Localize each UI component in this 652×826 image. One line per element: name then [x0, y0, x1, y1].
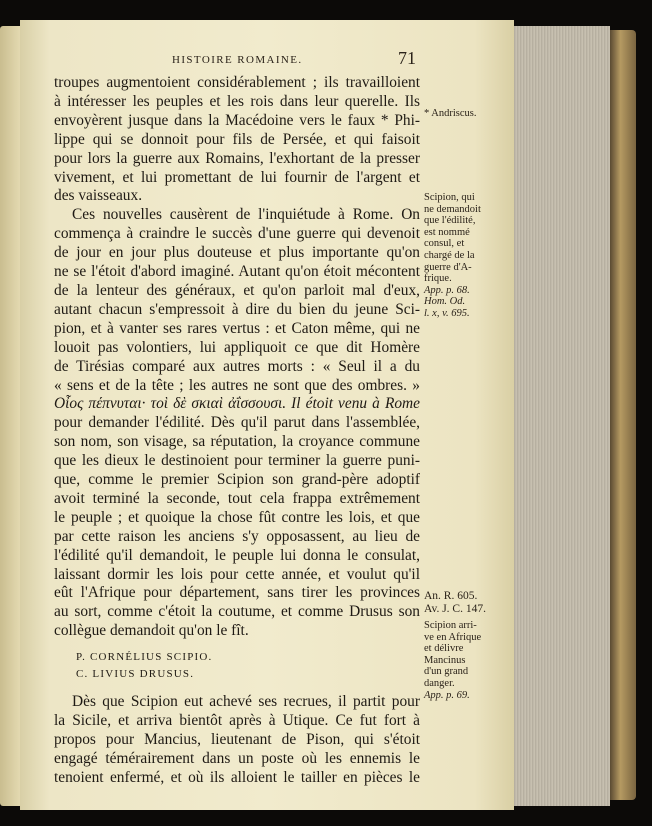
margin-note-andriscus — [424, 108, 514, 120]
margin-note-line: danger. — [424, 677, 455, 689]
text-line: lippe qui se donnoit pour fils de Persée, et qui faisoit — [54, 130, 420, 148]
book-cover — [610, 30, 636, 800]
text-line: Dès que Scipion eut achevé ses recrues, il partit pour — [72, 693, 420, 711]
text-line: au sort, comme c'étoit la coutume, et comme Drusus son — [54, 603, 420, 621]
text-line: avoit terminé la seconde, tout cela frappa extrêmement — [54, 489, 420, 507]
margin-note-line: est nommé — [424, 226, 470, 238]
text-line: tenoient enfermé, et où ils alloient le tailler en pièces le — [54, 768, 420, 786]
text-line: Ces nouvelles causèrent de l'inquiétude à Rome. On — [72, 206, 420, 224]
margin-note-line: et délivre — [424, 643, 464, 655]
margin-note-line: d'un grand — [424, 666, 469, 678]
margin-reference: Hom. Od. — [424, 296, 466, 308]
text-line: pion, et à vanter ses rares vertus : et Caton même, qui ne — [54, 319, 420, 337]
margin-note-line: * Andriscus. — [424, 108, 477, 119]
margin-note-line: ve en Afrique — [424, 631, 482, 643]
margin-note-line: Scipion, qui — [424, 192, 475, 203]
margin-reference: l. x, v. 695. — [424, 307, 470, 319]
margin-note-line: ne demandoit — [424, 203, 481, 215]
page-header — [0, 48, 652, 72]
margin-note-line: Mancinus — [424, 654, 466, 666]
text-line: l'édilité qu'il demandoit, le peuple lui donna le consulat, — [54, 546, 420, 564]
margin-note-line: frique. — [424, 273, 452, 285]
running-title: HISTOIRE ROMAINE. — [172, 54, 303, 66]
text-line: eût l'Afrique pour département, sans tirer les provinces — [54, 584, 420, 602]
text-line: « sens et de la tête ; les autres ne sont que des ombres. » — [54, 376, 420, 394]
text-line: collègue demandoit qu'on le fît. — [54, 622, 249, 640]
text-line: autant chacun s'empressoit à dire du bien du jeune Sci- — [54, 300, 420, 318]
margin-note-line: que l'édilité, — [424, 215, 476, 227]
text-line: ne se l'étoit d'abord imaginé. Autant qu'on étoit mécontent — [54, 263, 420, 281]
margin-note-scipion-afrique — [424, 620, 514, 701]
text-line: des vaisseaux. — [54, 187, 143, 205]
text-line: le peuple ; et quoique la chose fût contre les lois, et que — [54, 508, 420, 526]
main-text — [54, 74, 420, 788]
consul-name: P. CORNÉLIUS SCIPIO. — [76, 651, 213, 664]
text-line: commença à craindre le succès d'une guerre qui devenoit — [54, 225, 420, 243]
margin-note-line: Scipion arri- — [424, 620, 477, 631]
margin-reference: App. p. 69. — [424, 689, 470, 701]
text-line: propos pour Mancius, lieutenant de Pison, qui s'étoit — [54, 731, 420, 748]
text-line: louoit pas volontiers, lui appliquoit ce que dit Homère — [54, 338, 420, 356]
margin-note-line: chargé de la — [424, 249, 475, 261]
consuls-list — [76, 649, 420, 683]
margin-reference: App. p. 68. — [424, 284, 470, 296]
text-line: que les dieux le destinoient pour terminer la guerre puni- — [54, 452, 420, 470]
text-line: laissant dormir les lois pour cette année, et voulut qu'il — [54, 565, 420, 583]
text-line: pour lors la guerre aux Romains, l'exhortant de la presser — [54, 149, 420, 167]
text-line: à intéresser les peuples et les rois dans leur querelle. Ils — [54, 92, 420, 110]
text-line: que, comme le premier Scipion son grand-père adoptif — [54, 471, 420, 489]
margin-year-line: An. R. 605. — [424, 590, 478, 602]
text-line: envoyèrent jusque dans la Macédoine vers le faux * Phi- — [54, 111, 420, 129]
page-number: 71 — [398, 48, 416, 68]
margin-year-line: Av. J. C. 147. — [424, 603, 486, 615]
consul-name: C. LIVIUS DRUSUS. — [76, 668, 195, 681]
margin-year — [424, 590, 514, 616]
text-line: pour demander l'édilité. Dès qu'il parut dans l'assemblée, — [54, 414, 420, 432]
margin-note-line: guerre d'A- — [424, 261, 472, 273]
text-line: de la lenteur des généraux, et qu'on parloit mal d'eux, — [54, 281, 420, 299]
text-line: troupes augmentoient considérablement ; ils travailloient — [54, 74, 420, 91]
margin-note-line: consul, et — [424, 238, 465, 250]
text-line: engagé témérairement dans un poste où les ennemis le — [54, 749, 420, 767]
page-edges — [514, 26, 610, 806]
text-line: la Sicile, et arriva bientôt après à Utique. Ce fut fort à — [54, 712, 420, 730]
text-line: de jour en jour plus douteuse et plus importante qu'on — [54, 244, 420, 262]
text-line: son nom, son visage, sa réputation, la croyance commune — [54, 433, 420, 451]
margin-note-scipion-consul — [424, 192, 514, 320]
text-line: vivement, et lui promettant de lui fournir de l'argent et — [54, 168, 420, 186]
text-line: par cette raison les anciens s'y opposassent, au lieu de — [54, 527, 420, 545]
greek-quote-line: Οἶος πέπνυται· τοὶ δὲ σκιαὶ ἀΐσσουσι. Il étoit venu à Rome — [54, 395, 420, 413]
left-page-edge — [0, 26, 22, 806]
text-line: de Tirésias comparé aux autres morts : « Seul il a du — [54, 357, 420, 375]
